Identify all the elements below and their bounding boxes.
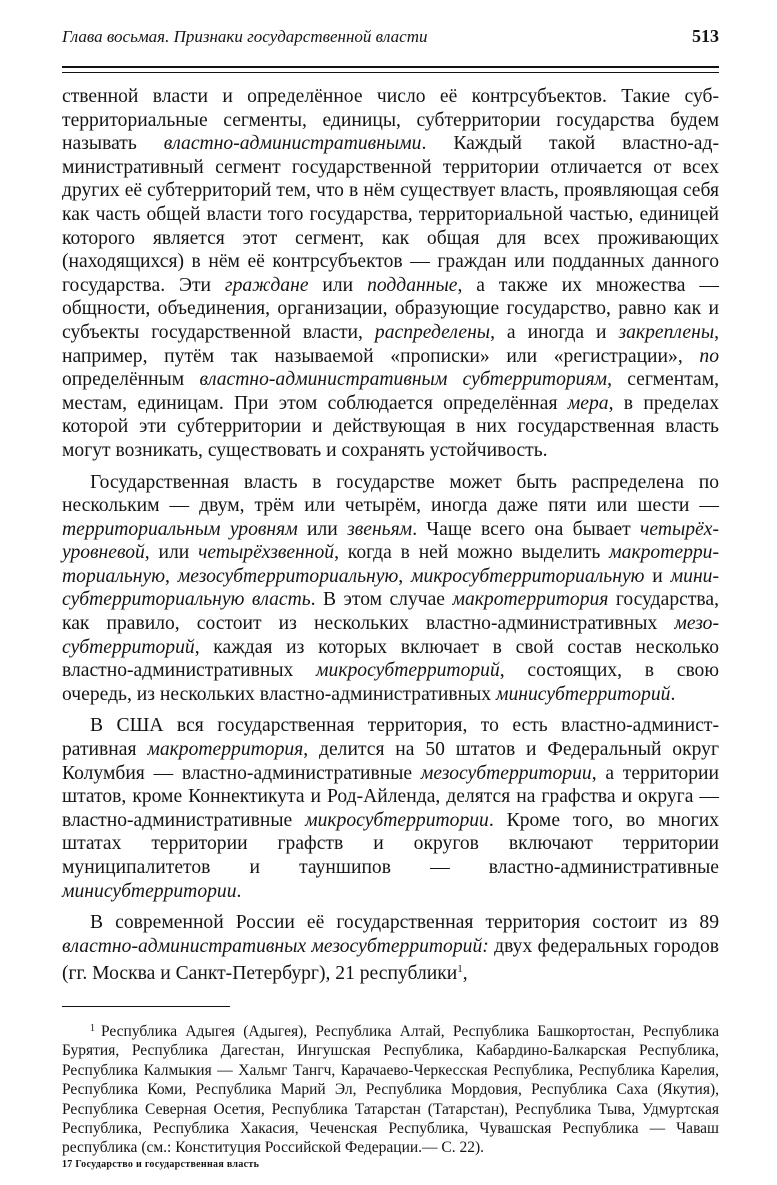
text-run: и <box>644 565 671 587</box>
italic-term: микросубтерритории <box>305 809 489 831</box>
italic-term: минисубтерриторий <box>495 683 671 705</box>
text-run: или <box>297 518 348 540</box>
italic-term: минисубтерриториальную власть <box>62 565 719 611</box>
italic-term: микросубтерриториальную <box>411 565 645 587</box>
text-run: . Чаще всего она бывает <box>412 518 641 540</box>
paragraph <box>62 85 719 463</box>
text-run: , сегментам, местам, единицам. При этом соблюдается определённая <box>62 369 720 414</box>
italic-term: властно-административными <box>163 133 422 155</box>
italic-term: четырёхзвенной <box>198 542 335 564</box>
text-run: , а территории штатов, кроме Коннектикута и Род-Айленда, делятся на графства и округа — властно-административные <box>62 762 719 831</box>
printer-signature: 17 Государство и государственная власть <box>62 1159 260 1170</box>
footnote-rule <box>62 1006 230 1007</box>
header-rule <box>62 66 719 73</box>
italic-term: властно-административным субтерриториям <box>199 369 608 391</box>
text-run: или <box>308 274 368 296</box>
text-run: , например, путём так называемой «прописки» или «регистрации», <box>62 321 720 367</box>
italic-term: макротерритория <box>452 589 609 611</box>
italic-term: макротерритория <box>147 739 304 761</box>
text-run: Государственная власть в государстве может быть распределена по нескольким — двум, трём или четырём, иногда даже пяти или шести — <box>62 471 719 517</box>
text-run: , в пределах которой эти субтерритории и действующая в них государственная власть могут возникать, существовать и сохранять устойчивость. <box>62 392 719 461</box>
main-text <box>62 85 719 986</box>
italic-term: властно-административных мезосубтерриторий: <box>62 935 489 957</box>
page-header <box>62 26 719 64</box>
text-run: В современной России её государственная территория состоит из 89 <box>90 912 719 934</box>
italic-term: подданные <box>367 274 458 296</box>
text-run: , состоящих, в свою очередь, из нескольких властно-административных <box>62 660 719 705</box>
running-head: Глава восьмая. Признаки государственной власти <box>62 27 428 46</box>
italic-term: закреплены <box>618 321 715 343</box>
italic-term: четырёхуровневой <box>62 518 719 564</box>
text-run: , делится на 50 штатов и Федеральный округ Колумбия — властно-административные <box>62 739 719 784</box>
italic-term: мера <box>567 392 609 414</box>
text-run: , когда в ней можно выделить <box>334 542 610 564</box>
page-number: 513 <box>692 26 719 46</box>
italic-term: звеньям <box>347 518 413 540</box>
italic-term: территориальным уровням <box>62 518 298 540</box>
text-run: В США вся государственная территория, то есть властно-административная <box>62 715 719 761</box>
text-run: . В этом случае <box>310 589 453 611</box>
italic-term: макротерриториальную <box>62 542 719 587</box>
footnote-ref: 1 <box>457 963 463 976</box>
text-run: государства, как правило, состоит из нескольких властно-административных <box>62 589 719 635</box>
italic-term: по <box>699 345 719 367</box>
text-run: двух федеральных городов (гг. Москва и Санкт-Петербург), 21 республики <box>62 935 719 985</box>
italic-term: граждане <box>224 274 309 296</box>
text-run: определённым <box>62 369 200 391</box>
text-run: . Каждый такой властно-административный сегмент государственной территории отличается от всех других её субтерриторий тем, что в нём существует власть, проявляющая себя как часть общей власти того государства, территориальной частью, единицей которого является этот сегмент, как общая для всех проживающих (находящихся) в нём её контрсубъектов — граждан или подданных данного государства. Эти <box>62 133 720 296</box>
italic-term: мезосубтерриториальную <box>177 565 399 587</box>
text-run: , <box>398 565 412 587</box>
footnote-marker: 1 <box>90 1022 95 1034</box>
text-run: . Кроме того, во многих штатах территории графств и округов включают территории муниципалитетов и тауншипов — властно-административные <box>62 809 719 878</box>
text-run: , а иногда и <box>490 321 619 343</box>
text-run: , <box>165 565 178 587</box>
italic-term: мезосубтерриторий <box>62 613 719 658</box>
italic-term: мезосубтерритории <box>420 762 592 784</box>
footnote-text: Республика Адыгея (Адыгея), Республика Алтай, Республика Башкортостан, Республика Бурятия, Республика Дагестан, Ингушская Республика, Кабардино-Балкарская Республика, Республика Калмыкия — Хальмг Тангч, Карачаево-Черкесская Республика, Республика Карелия, Республика Коми, Республика Марий Эл, Республика Мордовия, Республика Саха (Якутия), Республика Северная Осетия, Республика Татарстан (Татарстан), Республика Тыва, Удмуртская Республика, Республика Хакасия, Чеченская Республика, Чувашская Республика — Чаваш республика (см.: Конституция Российской Федерации.— С. 22). <box>62 1022 719 1157</box>
paragraph <box>62 714 719 903</box>
footnote <box>62 1019 719 1158</box>
text-run: , а также их множества — общности, объединения, организации, образующие государство, равно как и субъекты государственной власти, <box>62 274 719 343</box>
italic-term: микросубтерриторий <box>316 660 500 682</box>
paragraph <box>62 471 719 707</box>
italic-term: распределены <box>374 321 491 343</box>
text-run: , каждая из которых включает в свой состав несколько властно-административных <box>62 636 719 682</box>
text-run: ственной власти и определённое число её контрсубъектов. Такие субтерриториальные сегменты, единицы, субтерритории государства будем называть <box>62 86 719 155</box>
text-run: . <box>236 880 242 902</box>
text-run: , <box>462 963 468 985</box>
text-run: . <box>670 683 676 705</box>
text-run: , или <box>144 542 199 564</box>
paragraph <box>62 911 719 986</box>
italic-term: минисубтерритории <box>62 880 237 902</box>
